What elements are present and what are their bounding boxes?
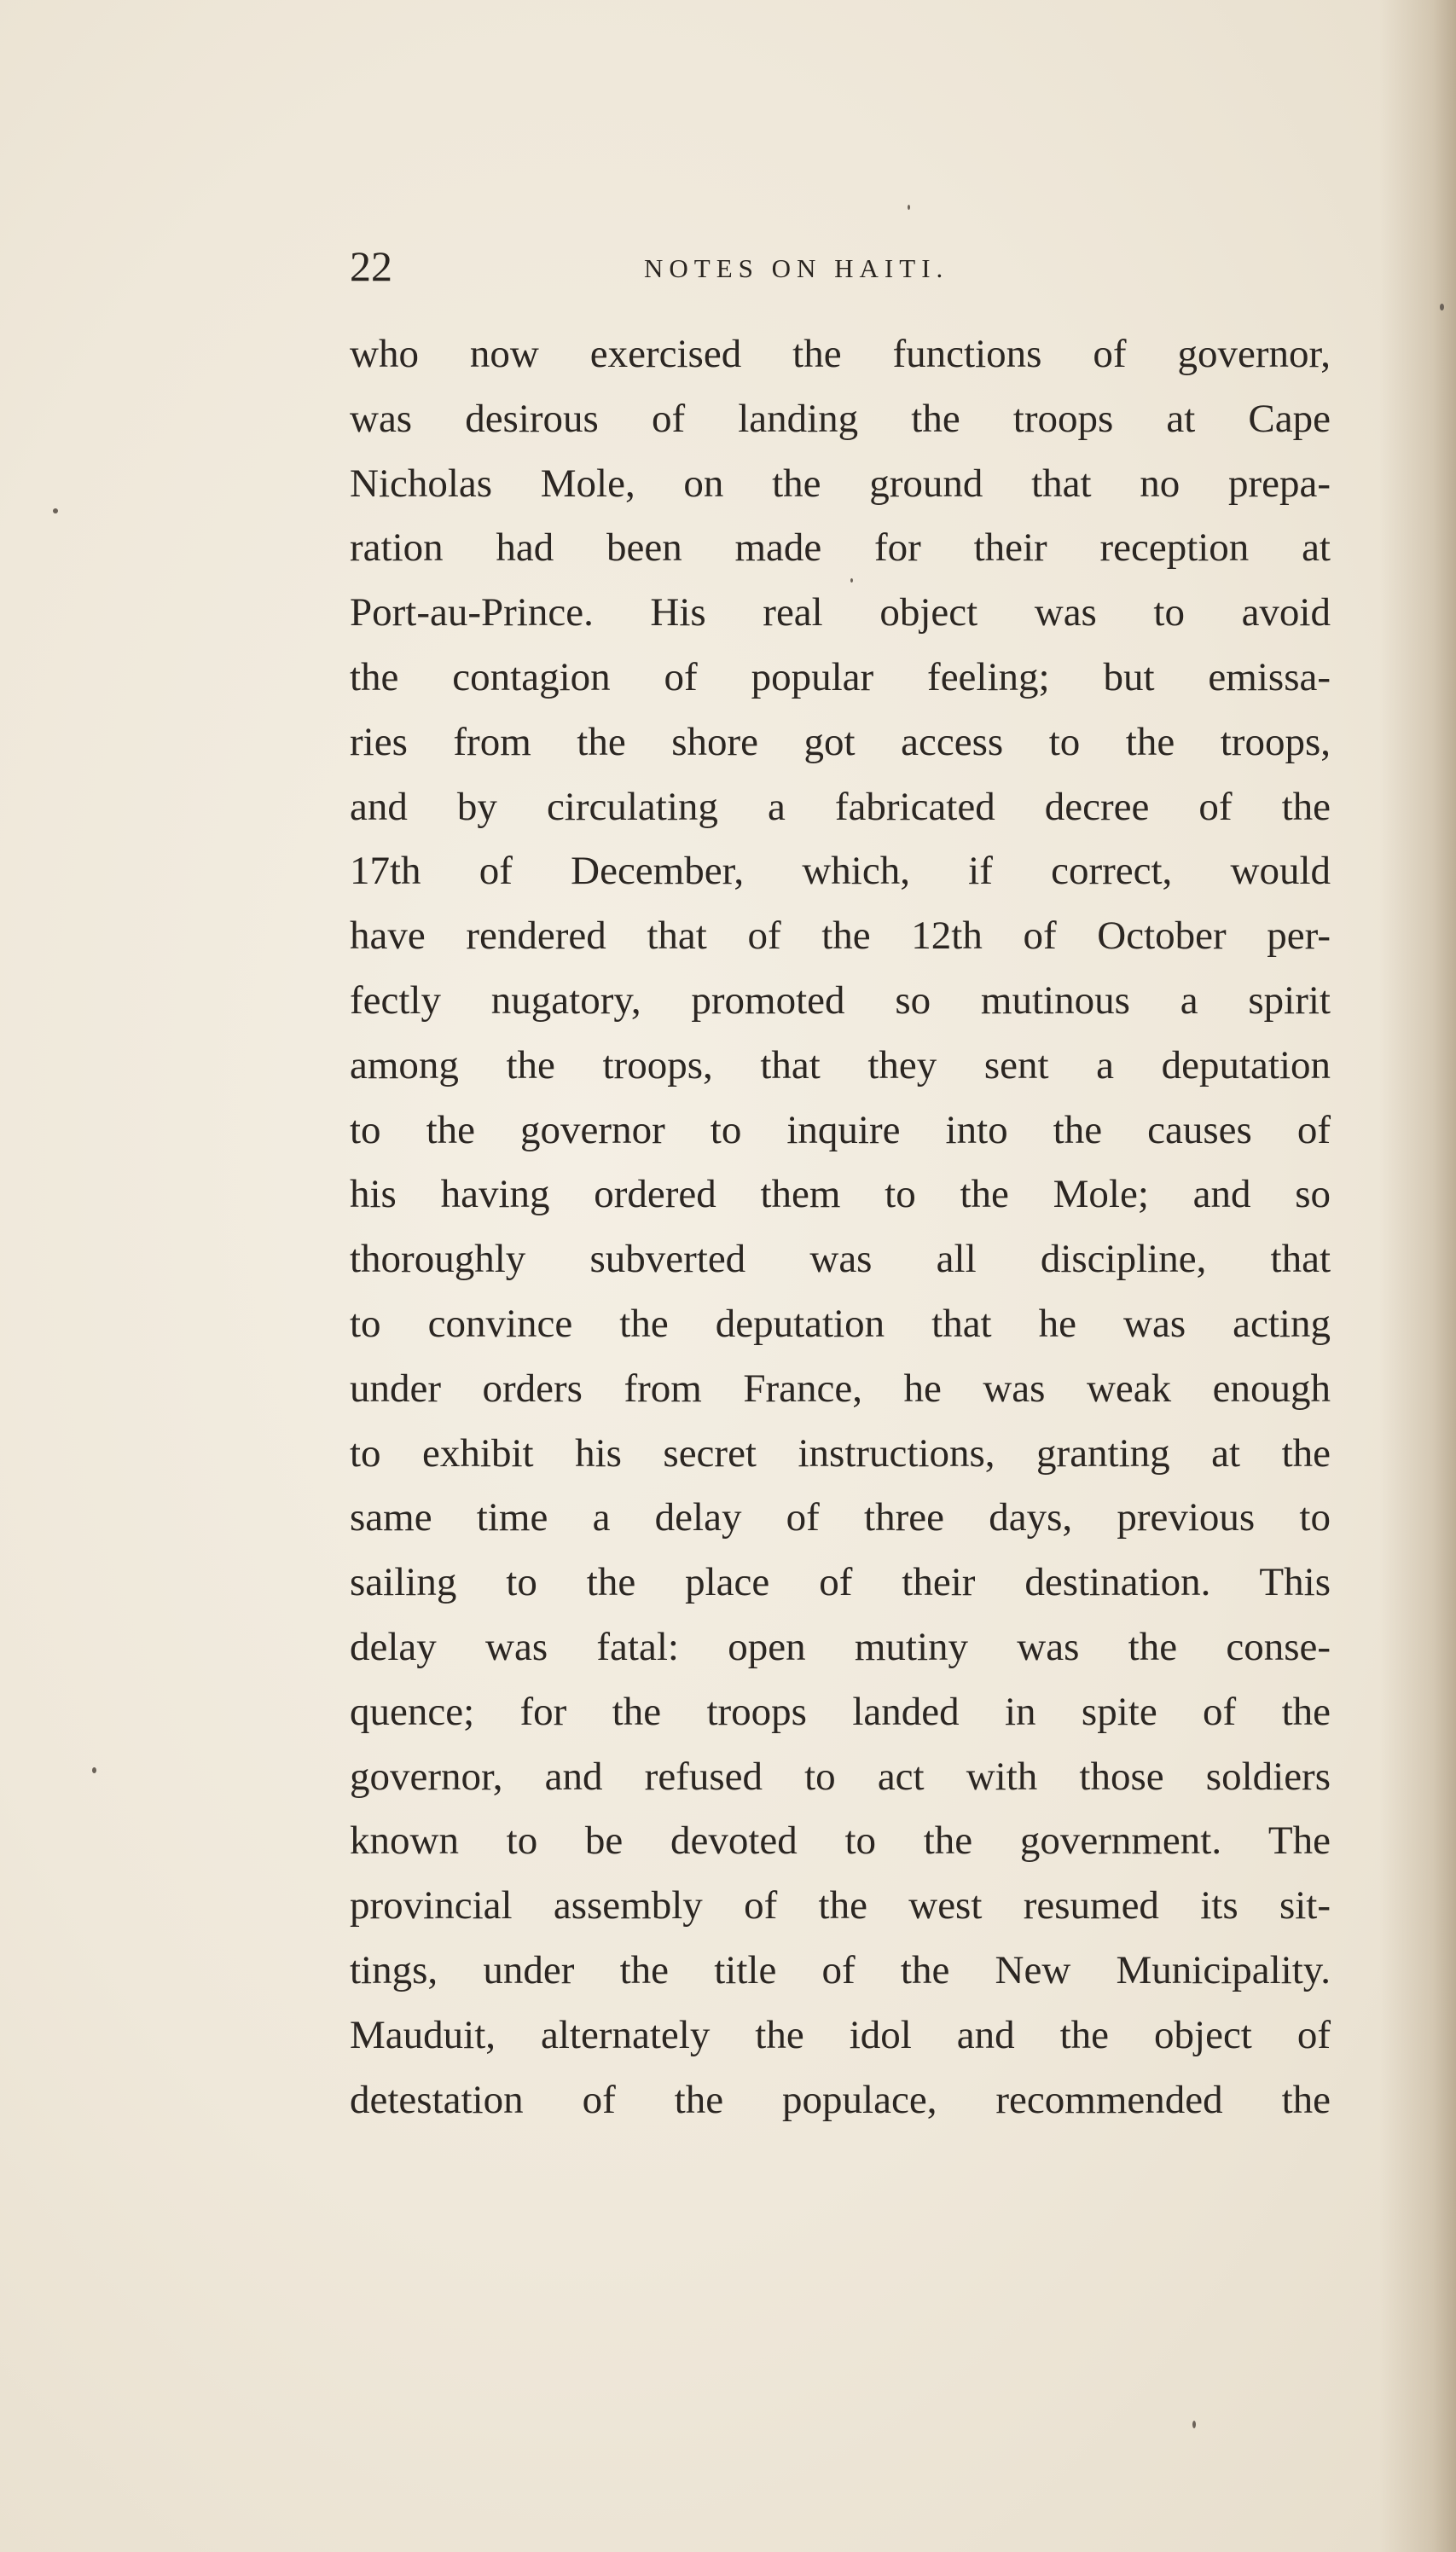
text-line: to the governor to inquire into the causes of <box>350 1107 1331 1152</box>
text-line: sailing to the place of their destination. This <box>350 1560 1331 1605</box>
text-line: provincial assembly of the west resumed its sit- <box>350 1883 1331 1928</box>
text-line: Mauduit, alternately the idol and the object of <box>350 2012 1331 2057</box>
text-line: detestation of the populace, recommended the <box>350 2077 1331 2122</box>
text-line: tings, under the title of the New Municipality. <box>350 1947 1331 1992</box>
text-line: under orders from France, he was weak enough <box>350 1366 1331 1411</box>
text-line: who now exercised the functions of governor, <box>350 332 1331 376</box>
text-line: delay was fatal: open mutiny was the conse- <box>350 1624 1331 1669</box>
text-line: Nicholas Mole, on the ground that no prepa- <box>350 461 1331 506</box>
page-number: 22 <box>350 242 392 290</box>
text-line: to convince the deputation that he was acting <box>350 1301 1331 1346</box>
text-line: Port-au-Prince. His real object was to avoid <box>350 590 1331 635</box>
text-line: have rendered that of the 12th of October per- <box>350 914 1331 959</box>
text-line: to exhibit his secret instructions, granting at the <box>350 1430 1331 1476</box>
text-line: fectly nugatory, promoted so mutinous a spirit <box>350 977 1331 1023</box>
body-text <box>350 322 1331 2132</box>
text-line: same time a delay of three days, previous to <box>350 1495 1331 1540</box>
text-line: quence; for the troops landed in spite of the <box>350 1689 1331 1734</box>
text-line: among the troops, that they sent a deputation <box>350 1042 1331 1088</box>
text-line: ration had been made for their reception at <box>350 525 1331 571</box>
text-line: and by circulating a fabricated decree of the <box>350 784 1331 829</box>
text-line: his having ordered them to the Mole; and so <box>350 1172 1331 1217</box>
text-line: governor, and refused to act with those soldiers <box>350 1754 1331 1799</box>
running-title: NOTES ON HAITI. <box>644 253 949 283</box>
page-header <box>350 241 1331 292</box>
text-line: known to be devoted to the government. The <box>350 1818 1331 1864</box>
page-edge-shadow <box>1379 0 1456 2552</box>
text-line: the contagion of popular feeling; but emissa- <box>350 654 1331 699</box>
text-line: was desirous of landing the troops at Cape <box>350 396 1331 441</box>
text-line: 17th of December, which, if correct, would <box>350 849 1331 894</box>
text-line: thoroughly subverted was all discipline, that <box>350 1237 1331 1282</box>
text-line: ries from the shore got access to the troops, <box>350 719 1331 764</box>
